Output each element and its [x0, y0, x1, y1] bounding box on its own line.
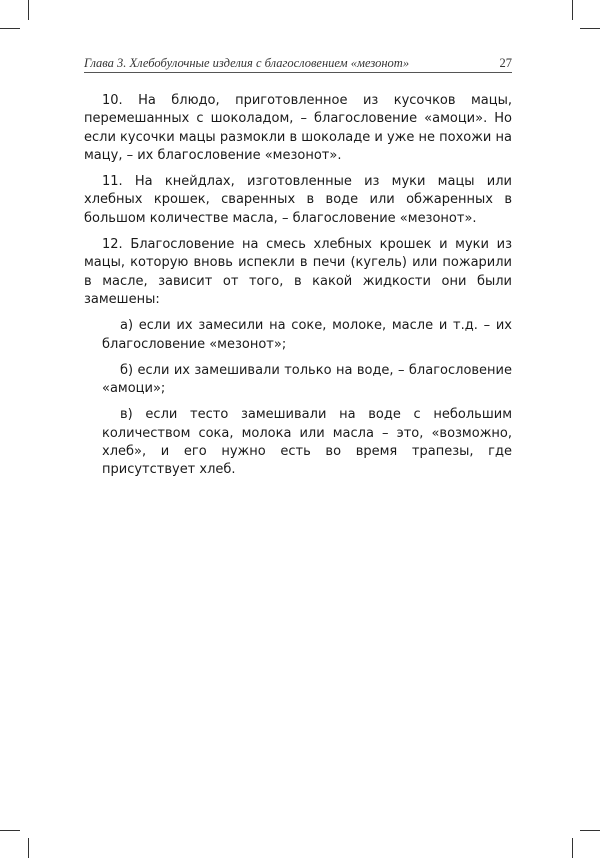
- crop-mark: [0, 830, 20, 831]
- crop-mark: [580, 28, 600, 29]
- page-number: 27: [499, 56, 512, 70]
- crop-mark: [28, 838, 29, 858]
- crop-mark: [572, 838, 573, 858]
- running-title: Глава 3. Хлебобулочные изделия с благословением «мезонот»: [84, 56, 410, 70]
- crop-mark: [28, 0, 29, 20]
- paragraph-12: 12. Благословение на смесь хлебных крошек и муки из мацы, которую вновь испекли в печи (кугель) или пожарили в масле, зависит от того, в какой жидкости они были замешены:: [84, 237, 512, 307]
- paragraph-11: 11. На кнейдлах, изготовленные из муки мацы или хлебных крошек, сваренных в воде или обжаренных в большом количестве масла, – благословение «мезонот».: [84, 174, 512, 226]
- page-body: [84, 92, 512, 488]
- sub-item-b: б) если их замешивали только на воде, – благословение «амоци»;: [102, 362, 512, 397]
- sub-item-a: а) если их замесили на соке, молоке, масле и т.д. – их благословение «мезонот»;: [102, 318, 512, 352]
- running-header: [84, 56, 512, 73]
- crop-mark: [0, 28, 20, 29]
- sub-item-c: в) если тесто замешивали на воде с небольшим количеством сока, молока или масла – это, «возможно, хлеб», и его нужно есть во время трапезы, где присутствует хлеб.: [102, 407, 512, 478]
- crop-mark: [580, 830, 600, 831]
- paragraph-10: 10. На блюдо, приготовленное из кусочков мацы, перемешанных с шоколадом, – благословение «амоци». Но если кусочки мацы размокли в шоколаде и уже не похожи на мацу, – их благословение «мезонот».: [84, 93, 512, 163]
- crop-mark: [572, 0, 573, 20]
